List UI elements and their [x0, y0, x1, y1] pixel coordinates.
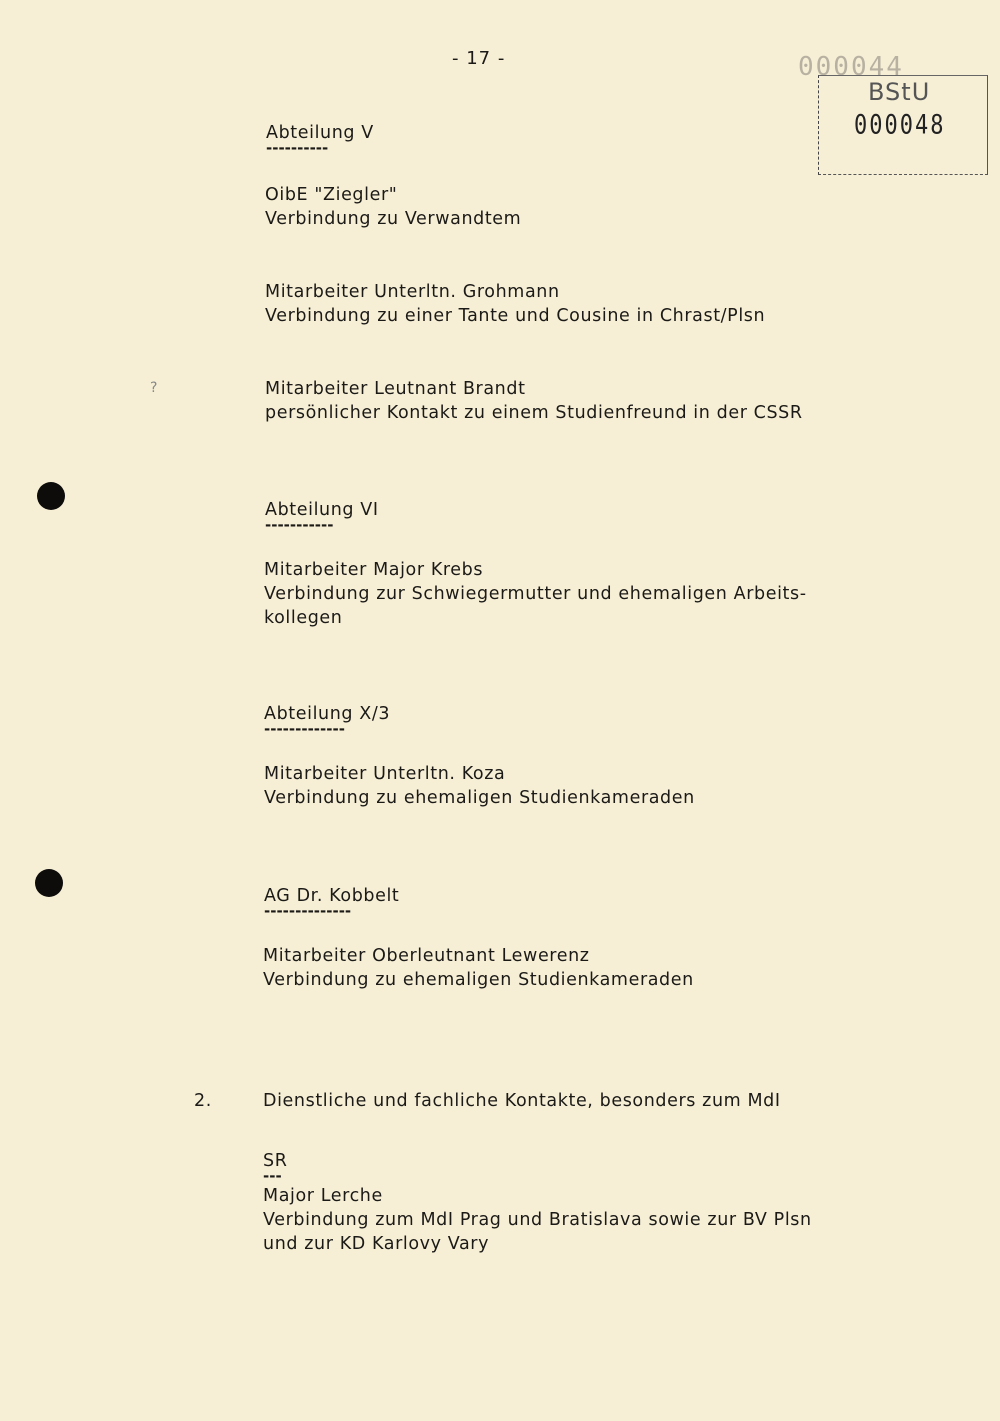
entry-line: Verbindung zu ehemaligen Studienkameraden: [263, 970, 694, 990]
point-number: 2.: [194, 1091, 212, 1111]
section-heading: SR: [263, 1151, 288, 1171]
entry-name: Mitarbeiter Unterltn. Koza: [264, 764, 506, 784]
punch-hole: [37, 482, 65, 510]
section-heading: AG Dr. Kobbelt: [264, 886, 400, 906]
page-number: - 17 -: [452, 48, 506, 69]
entry-name: Major Lerche: [263, 1186, 383, 1206]
heading-underline: ----------: [266, 139, 329, 157]
punch-hole: [35, 869, 63, 897]
entry-name: Mitarbeiter Major Krebs: [264, 560, 484, 580]
heading-underline: --------------: [264, 902, 352, 920]
section-heading: Abteilung V: [266, 123, 374, 143]
margin-mark: ?: [150, 380, 158, 396]
stamp-faint-number: 000044: [798, 52, 904, 82]
heading-underline: -----------: [265, 516, 334, 534]
entry-name: Mitarbeiter Unterltn. Grohmann: [265, 282, 560, 302]
entry-name: Mitarbeiter Leutnant Brandt: [265, 379, 526, 399]
point-text: Dienstliche und fachliche Kontakte, besonders zum MdI: [263, 1091, 781, 1111]
section-heading: Abteilung VI: [265, 500, 379, 520]
entry-line: persönlicher Kontakt zu einem Studienfreund in der CSSR: [265, 403, 803, 423]
entry-line: Verbindung zur Schwiegermutter und ehemaligen Arbeits-: [264, 584, 807, 604]
stamp-number: 000048: [854, 110, 946, 141]
entry-line: Verbindung zu einer Tante und Cousine in Chrast/Plsn: [265, 306, 766, 326]
entry-line: Verbindung zu ehemaligen Studienkameraden: [264, 788, 695, 808]
entry-line: Verbindung zum MdI Prag und Bratislava sowie zur BV Plsn: [263, 1210, 812, 1230]
entry-name: Mitarbeiter Oberleutnant Lewerenz: [263, 946, 590, 966]
stamp-archive-label: BStU: [868, 78, 931, 106]
heading-underline: ---: [263, 1167, 282, 1185]
entry-line: und zur KD Karlovy Vary: [263, 1234, 490, 1254]
entry-line: Verbindung zu Verwandtem: [265, 209, 522, 229]
heading-underline: -------------: [264, 720, 345, 738]
entry-line: kollegen: [264, 608, 343, 628]
entry-name: OibE "Ziegler": [265, 185, 398, 205]
section-heading: Abteilung X/3: [264, 704, 391, 724]
